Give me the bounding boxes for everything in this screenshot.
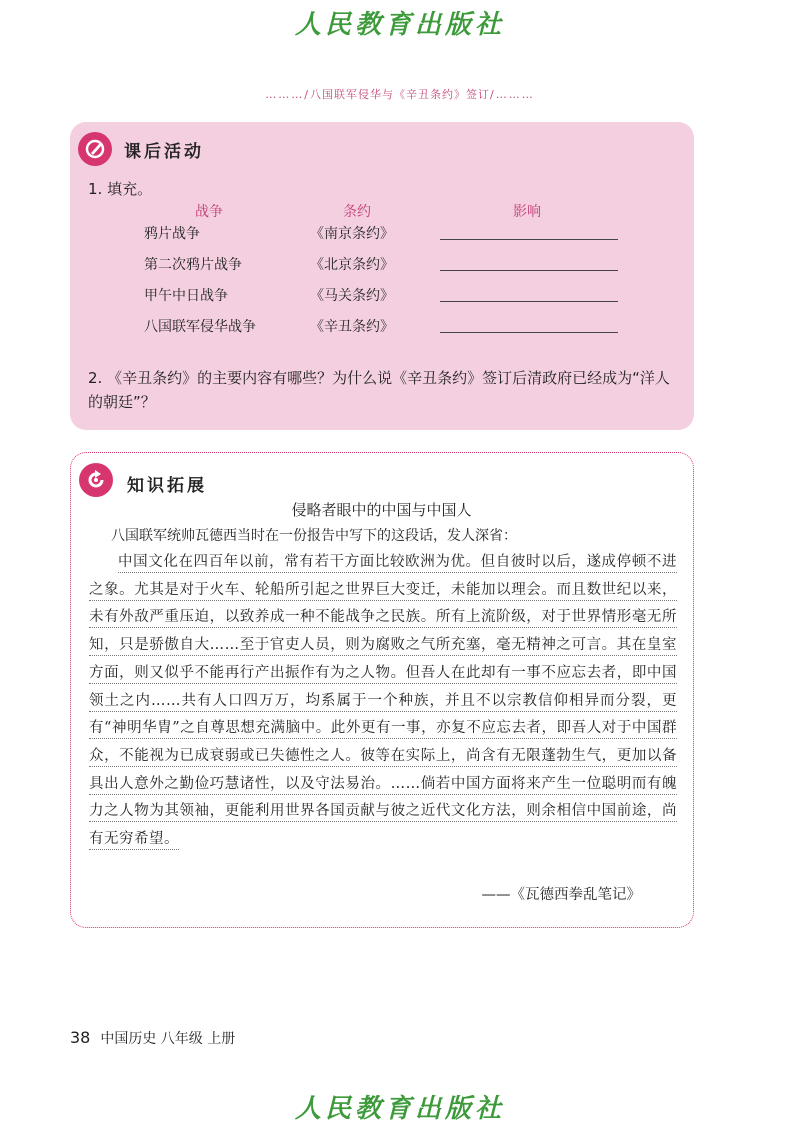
running-header-dots-left: ………/ <box>265 88 310 101</box>
table-row <box>70 254 694 276</box>
knowledge-title: 知识拓展 <box>127 476 207 496</box>
war-name: 甲午中日战争 <box>144 288 228 304</box>
table-row <box>70 316 694 338</box>
quote-text: 中国文化在四百年以前，常有若干方面比较欧洲为优。但自彼时以后，遂成停顿不进之象。尤其是对于火车、轮船所引起之世界巨大变迁，未能加以理会。而且数世纪以来，未有外敌严重压迫，以致养成一种不能战争之民族。所有上流阶级，对于世界情形毫无所知，只是骄傲自大……至于官吏人员，则为腐败之气所充塞，毫无精神之可言。其在皇室方面，则又似乎不能再行产出振作有为之人物。但吾人在此却有一事不应忘去者，即中国领土之内……共有人口四万万，均系属于一个种族，并且不以宗教信仰相异而分裂，更有“神明华胄”之自尊思想充满脑中。此外更有一事，亦复不应忘去者，即吾人对于中国群众，不能视为已成衰弱或已失德性之人。彼等在实际上，尚含有无限蓬勃生气，更加以备具出人意外之勤俭巧慧诸性，以及守法易治。……倘若中国方面将来产生一位聪明而有魄力之人物为其领袖，更能利用世界各国贡献与彼之近代文化方法，则余相信中国前途，尚有无穷希望。 <box>89 554 677 850</box>
war-name: 八国联军侵华战争 <box>144 319 256 335</box>
column-header-impact: 影响 <box>513 204 541 220</box>
knowledge-refresh-icon <box>79 463 113 497</box>
page-number: 38 <box>70 1028 91 1047</box>
knowledge-box <box>70 452 694 928</box>
column-header-treaty: 条约 <box>343 204 371 220</box>
publisher-watermark-top: 人民教育出版社 <box>294 10 505 40</box>
question-2: 2. 《辛丑条约》的主要内容有哪些？为什么说《辛丑条约》签订后清政府已经成为“洋人的朝廷”？ <box>88 369 670 411</box>
activity-box <box>70 122 694 430</box>
war-name: 鸦片战争 <box>144 226 200 242</box>
impact-blank[interactable] <box>440 239 618 240</box>
war-name: 第二次鸦片战争 <box>144 257 242 273</box>
impact-blank[interactable] <box>440 332 618 333</box>
table-row <box>70 285 694 307</box>
activity-pencil-icon <box>78 132 112 166</box>
page-footer <box>70 1028 235 1048</box>
column-header-war: 战争 <box>195 204 223 220</box>
book-title: 中国历史 八年级 上册 <box>100 1031 236 1047</box>
publisher-watermark-bottom: 人民教育出版社 <box>294 1094 505 1124</box>
treaty-name: 《马关条约》 <box>310 288 394 304</box>
impact-blank[interactable] <box>440 270 618 271</box>
activity-title: 课后活动 <box>124 142 204 162</box>
article-heading: 侵略者眼中的中国与中国人 <box>291 501 472 519</box>
impact-blank[interactable] <box>440 301 618 302</box>
question-1-label: 1. 填充。 <box>88 180 153 198</box>
table-row <box>70 223 694 245</box>
treaty-name: 《辛丑条约》 <box>310 319 394 335</box>
waldersee-quote <box>89 549 677 854</box>
treaty-name: 《南京条约》 <box>310 226 394 242</box>
running-header <box>0 86 800 102</box>
article-intro: 八国联军统帅瓦德西当时在一份报告中写下的这段话，发人深省： <box>111 528 517 544</box>
quote-source: ——《瓦德西拳乱笔记》 <box>481 887 641 903</box>
treaty-name: 《北京条约》 <box>310 257 394 273</box>
running-header-text: 八国联军侵华与《辛丑条约》签订 <box>310 88 490 101</box>
running-header-dots-right: /……… <box>490 88 535 101</box>
